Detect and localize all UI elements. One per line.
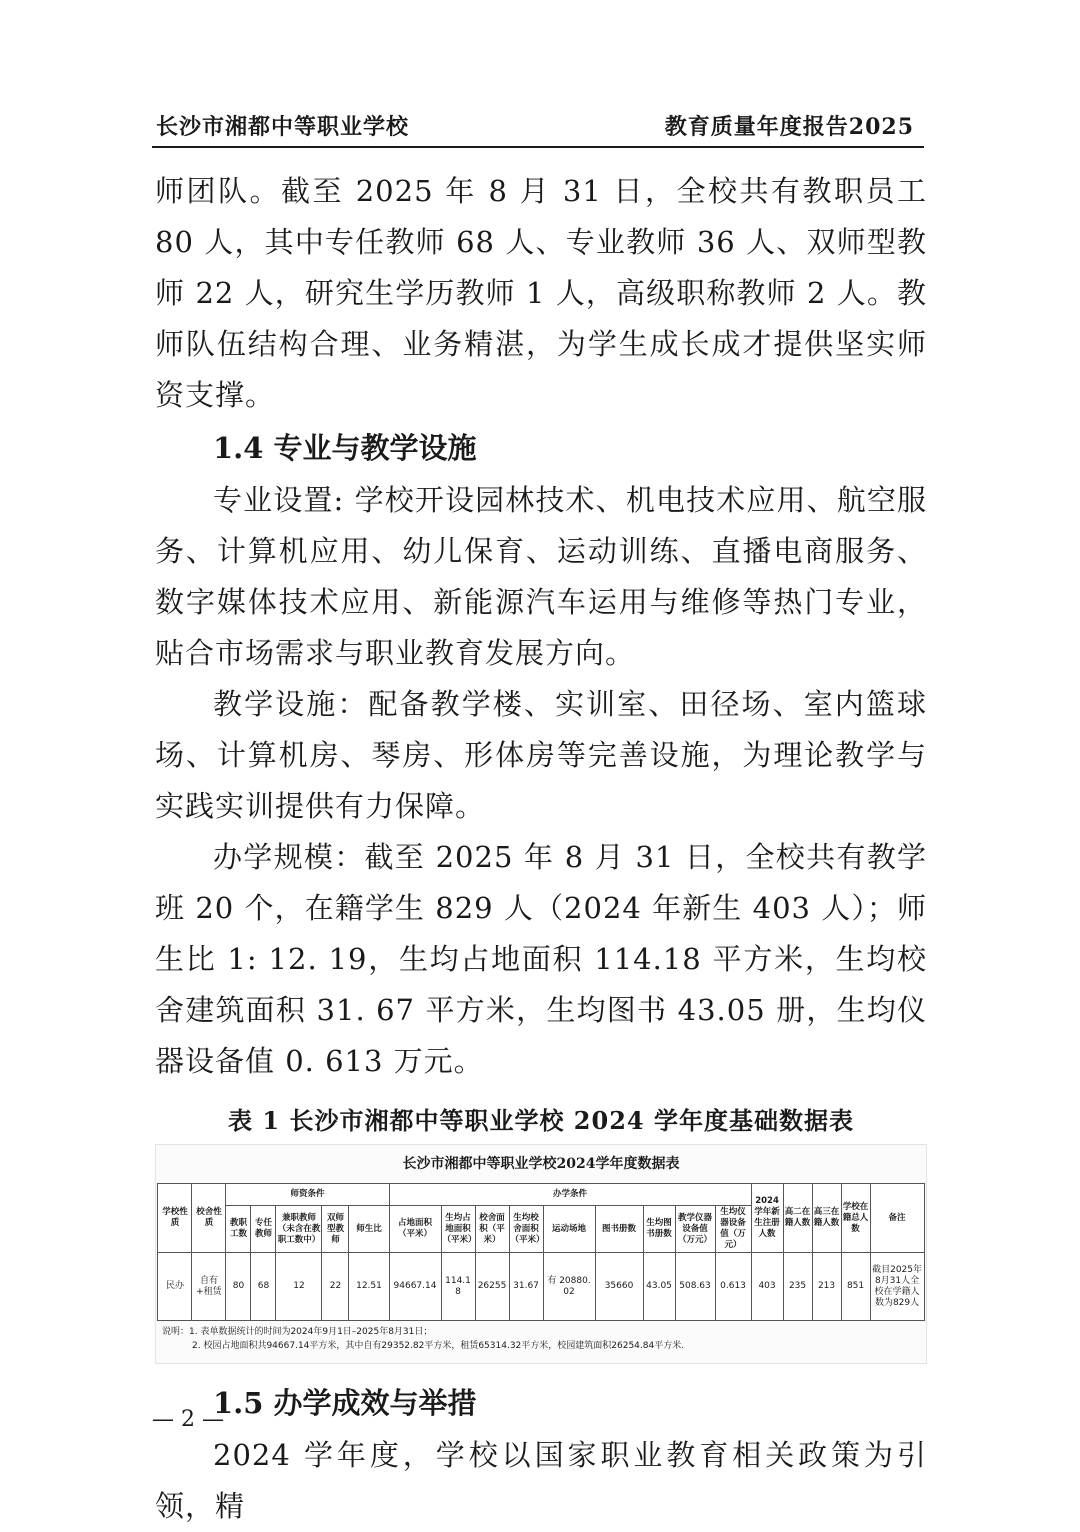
- th-building-area: 校舍面积（平米）: [475, 1206, 509, 1253]
- th-staff-count: 教职工数: [226, 1206, 251, 1253]
- th-new-students: 2024学年新生注册人数: [751, 1184, 783, 1253]
- th-full-time: 专任教师: [251, 1206, 276, 1253]
- basic-data-table: [157, 1183, 924, 1321]
- th-books-per-student: 生均图书册数: [643, 1206, 675, 1253]
- page-header: [152, 104, 924, 148]
- page-number: — 2 —: [152, 1407, 224, 1432]
- table-notes: [162, 1325, 920, 1353]
- table-row: [158, 1253, 924, 1321]
- cell-building-area: 26255: [475, 1253, 509, 1321]
- paragraph-facilities: 教学设施：配备教学楼、实训室、田径场、室内篮球场、计算机房、琴房、形体房等完善设施，为理论教学与实践实训提供有力保障。: [155, 687, 927, 823]
- th-sports: 运动场地: [543, 1206, 595, 1253]
- cell-books-per-student: 43.05: [643, 1253, 675, 1321]
- th-school-nature: 学校性质: [158, 1184, 192, 1253]
- cell-new-students: 403: [751, 1253, 783, 1321]
- cell-remarks: 截目2025年8月31人全校在学籍人数为829人: [870, 1253, 924, 1321]
- report-title: 教育质量年度报告2025: [664, 114, 914, 140]
- school-name: 长沙市湘都中等职业学校: [156, 114, 410, 140]
- th-books: 图书册数: [595, 1206, 643, 1253]
- paragraph-achievements: 2024 学年度，学校以国家职业教育相关政策为引领，精: [155, 1438, 927, 1523]
- cell-school-nature: 民办: [158, 1253, 192, 1321]
- cell-equipment-value: 508.63: [675, 1253, 715, 1321]
- table-title: 长沙市湘都中等职业学校2024学年度数据表: [402, 1156, 680, 1172]
- th-building-per-student: 生均校舍面积（平米）: [509, 1206, 543, 1253]
- th-land-area: 占地面积（平米）: [389, 1206, 441, 1253]
- th-equipment-per-student: 生均仪器设备值（万元）: [715, 1206, 751, 1253]
- th-grade3: 高三在籍人数: [812, 1184, 841, 1253]
- cell-total: 851: [841, 1253, 870, 1321]
- cell-dual: 22: [322, 1253, 349, 1321]
- th-remarks: 备注: [870, 1184, 924, 1253]
- th-group-facilities: 办学条件: [389, 1184, 751, 1206]
- th-campus-nature: 校舍性质: [192, 1184, 226, 1253]
- th-group-teachers: 师资条件: [226, 1184, 389, 1206]
- table-note-1: 说明：1. 表单数据统计的时间为2024年9月1日–2025年8月31日；: [162, 1327, 433, 1337]
- section-title-1-4: 1.4 专业与教学设施: [213, 431, 477, 465]
- cell-staff-count: 80: [226, 1253, 251, 1321]
- cell-land-per-student: 114.18: [441, 1253, 475, 1321]
- th-part-time: 兼职教师（未含在教职工数中）: [276, 1206, 322, 1253]
- cell-ratio: 12.51: [349, 1253, 389, 1321]
- table-caption: 表 1 长沙市湘都中等职业学校 2024 学年度基础数据表: [228, 1106, 854, 1135]
- paragraph-scale: 办学规模：截至 2025 年 8 月 31 日，全校共有教学班 20 个，在籍学生 829 人（2024 年新生 403 人）；师生比 1: 12. 19，生均占地面积 114.18 平方米，生均校舍建筑面积 31. 67 平方米，生均图书 43.05 册，生均仪器设备值 0. 613 万元。: [155, 840, 927, 1078]
- th-total: 学校在籍总人数: [841, 1184, 870, 1253]
- cell-grade3: 213: [812, 1253, 841, 1321]
- data-table-image: [155, 1144, 927, 1364]
- cell-full-time: 68: [251, 1253, 276, 1321]
- cell-part-time: 12: [276, 1253, 322, 1321]
- table-note-2: 2. 校园占地面积共94667.14平方米，其中自有29352.82平方米，租赁65314.32平方米，校园建筑面积26254.84平方米.: [192, 1341, 685, 1351]
- cell-equipment-per-student: 0.613: [715, 1253, 751, 1321]
- section-title-1-5: 1.5 办学成效与举措: [213, 1386, 477, 1420]
- th-ratio: 师生比: [349, 1206, 389, 1253]
- th-equipment-value: 教学仪器设备值（万元）: [675, 1206, 715, 1253]
- paragraph-teachers: 师团队。截至 2025 年 8 月 31 日，全校共有教职员工 80 人，其中专任教师 68 人、专业教师 36 人、双师型教师 22 人，研究生学历教师 1 人，高级职称教师 2 人。教师队伍结构合理、业务精湛，为学生成长成才提供坚实师资支撑。: [155, 174, 927, 412]
- cell-building-per-student: 31.67: [509, 1253, 543, 1321]
- cell-books: 35660: [595, 1253, 643, 1321]
- th-grade2: 高二在籍人数: [783, 1184, 812, 1253]
- main-content: [155, 166, 927, 1532]
- cell-grade2: 235: [783, 1253, 812, 1321]
- th-land-per-student: 生均占地面积（平米）: [441, 1206, 475, 1253]
- th-dual: 双师型教师: [322, 1206, 349, 1253]
- paragraph-majors: 专业设置: 学校开设园林技术、机电技术应用、航空服务、计算机应用、幼儿保育、运动训练、直播电商服务、数字媒体技术应用、新能源汽车运用与维修等热门专业，贴合市场需求与职业教育发展方向。: [155, 483, 927, 670]
- cell-land-area: 94667.14: [389, 1253, 441, 1321]
- cell-sports: 有 20880.02: [543, 1253, 595, 1321]
- cell-campus-nature: 自有+租赁: [192, 1253, 226, 1321]
